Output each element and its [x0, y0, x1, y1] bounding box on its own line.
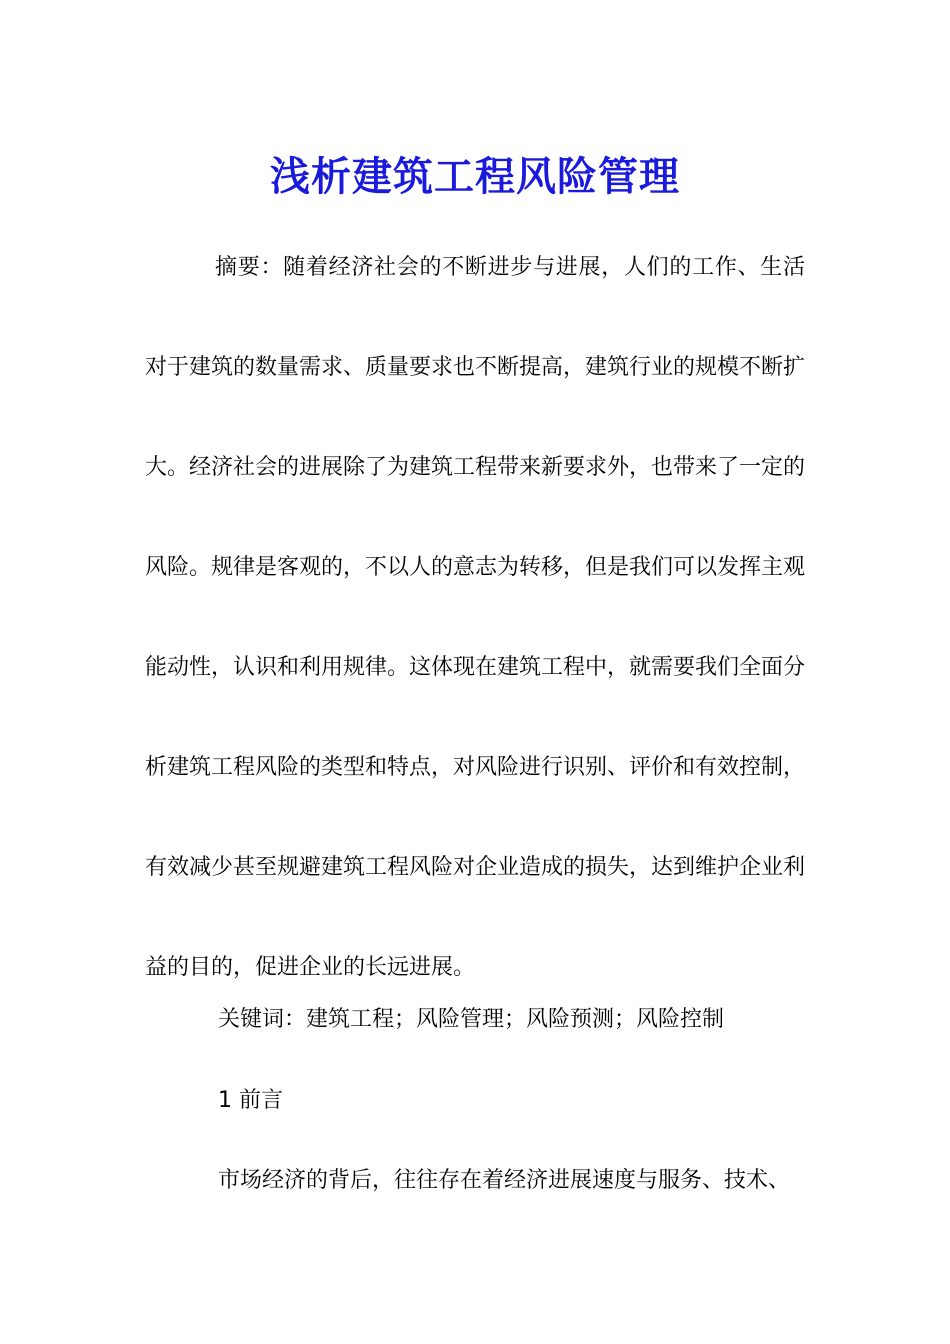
body-paragraph: 市场经济的背后，往往存在着经济进展速度与服务、技术、	[218, 1168, 791, 1193]
abstract-paragraph: 摘要：随着经济社会的不断进步与进展，人们的工作、生活对于建筑的数量需求、质量要求也不断提高，建筑行业的规模不断扩大。经济社会的进展除了为建筑工程带来新要求外，也带来了一定的风险。规律是客观的，不以人的意志为转移，但是我们可以发挥主观能动性，认识和利用规律。这体现在建筑工程中，就需要我们全面分析建筑工程风险的类型和特点，对风险进行识别、评价和有效控制，有效减少甚至规避建筑工程风险对企业造成的损失，达到维护企业利益的目的，促进企业的长远进展。	[145, 255, 806, 980]
keywords-line: 关键词：建筑工程；风险管理；风险预测；风险控制	[218, 1007, 725, 1032]
document-title: 浅析建筑工程风险管理	[270, 152, 680, 200]
section-heading: 1 前言	[218, 1088, 283, 1113]
